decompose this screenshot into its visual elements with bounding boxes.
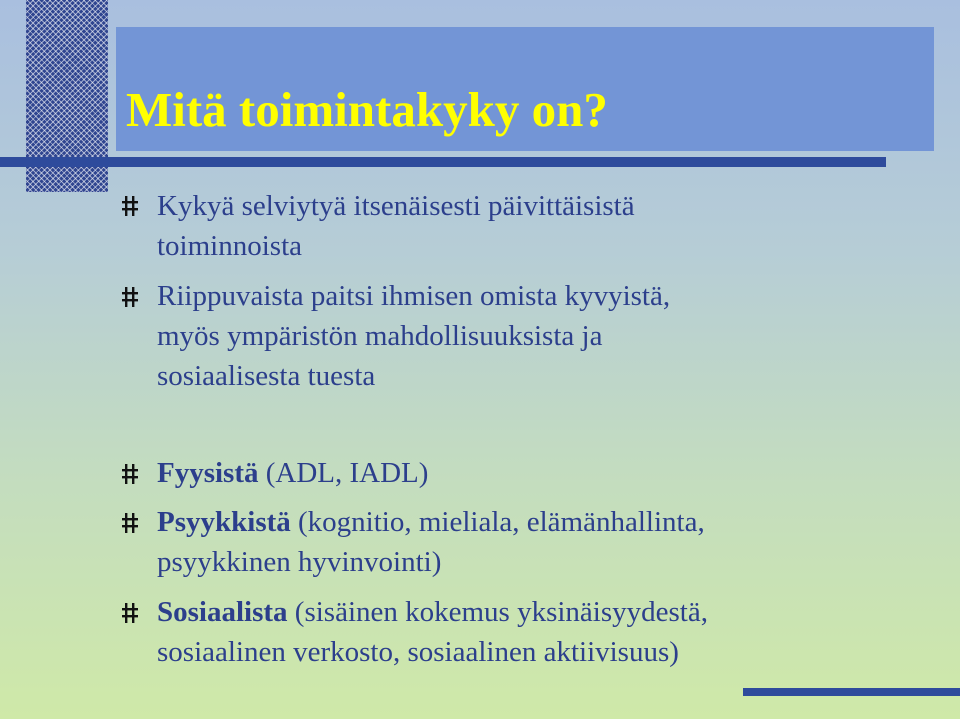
bullet-line: myös ympäristön mahdollisuuksista ja — [157, 320, 603, 352]
hash-bullet-icon — [122, 195, 138, 217]
bullet-keyword: Sosiaalista — [157, 596, 288, 628]
bullet-detail: (sisäinen kokemus yksinäisyydestä, — [287, 596, 708, 628]
hash-bullet-icon — [122, 512, 138, 534]
bullet-keyword: Fyysistä — [157, 457, 259, 489]
bullet-line: sosiaalisesta tuesta — [157, 360, 376, 392]
bullet-keyword: Psyykkistä — [157, 506, 291, 538]
bullet-line: psyykkinen hyvinvointi) — [157, 546, 442, 578]
bullet-text — [157, 502, 937, 582]
bullet-line: sosiaalinen verkosto, sosiaalinen aktiivisuus) — [157, 636, 679, 668]
bullet-text — [157, 592, 937, 672]
slide-title: Mitä toimintakyky on? — [126, 82, 608, 137]
bullet-line: toiminnoista — [157, 230, 302, 262]
hash-bullet-icon — [122, 463, 138, 485]
bullet-text — [157, 276, 937, 396]
bullet-line: Riippuvaista paitsi ihmisen omista kyvyistä, — [157, 280, 671, 312]
hash-bullet-icon — [122, 286, 138, 308]
hash-bullet-icon — [122, 602, 138, 624]
bullet-detail: (kognitio, mieliala, elämänhallinta, — [290, 506, 705, 538]
bullet-text — [157, 453, 937, 493]
bullet-text — [157, 186, 937, 266]
bullet-detail: (ADL, IADL) — [258, 457, 429, 489]
bullet-line: Kykyä selviytyä itsenäisesti päivittäisistä — [157, 190, 635, 222]
